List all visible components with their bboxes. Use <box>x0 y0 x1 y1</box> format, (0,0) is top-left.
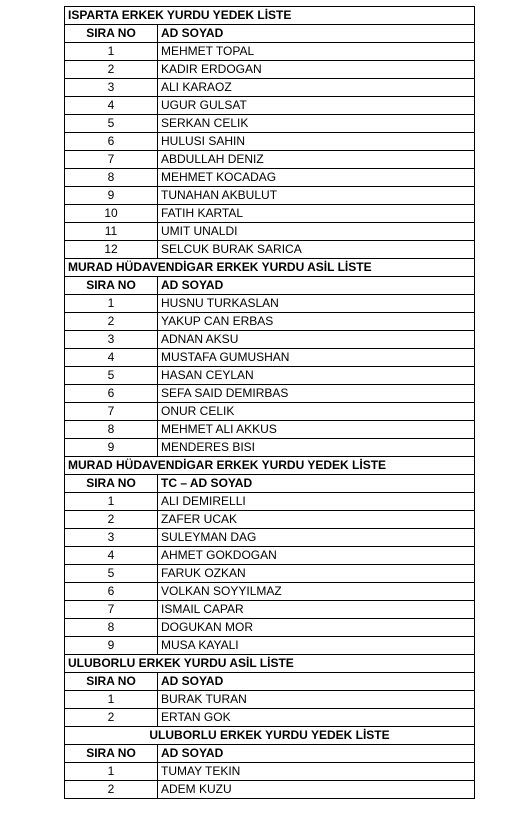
row-number: 1 <box>65 295 158 313</box>
column-header-name: AD SOYAD <box>158 277 475 295</box>
section-title-row <box>65 727 475 745</box>
row-number: 1 <box>65 43 158 61</box>
row-full-name: KADIR ERDOGAN <box>158 61 475 79</box>
row-full-name: SEFA SAID DEMIRBAS <box>158 385 475 403</box>
table-row <box>65 493 475 511</box>
row-number: 11 <box>65 223 158 241</box>
column-header-row <box>65 673 475 691</box>
column-header-name: AD SOYAD <box>158 673 475 691</box>
section-title-row <box>65 457 475 475</box>
row-full-name: ERTAN GOK <box>158 709 475 727</box>
section-title: ISPARTA ERKEK YURDU YEDEK LİSTE <box>65 7 475 25</box>
table-row <box>65 349 475 367</box>
row-number: 6 <box>65 133 158 151</box>
row-number: 8 <box>65 619 158 637</box>
row-number: 9 <box>65 637 158 655</box>
section-title: ULUBORLU ERKEK YURDU ASİL LİSTE <box>65 655 475 673</box>
table-row <box>65 421 475 439</box>
row-full-name: MUSA KAYALI <box>158 637 475 655</box>
row-full-name: ALI KARAOZ <box>158 79 475 97</box>
row-number: 6 <box>65 583 158 601</box>
row-number: 3 <box>65 79 158 97</box>
dormitory-list-table <box>64 6 475 799</box>
column-header-name: AD SOYAD <box>158 25 475 43</box>
row-full-name: TUMAY TEKIN <box>158 763 475 781</box>
row-number: 4 <box>65 97 158 115</box>
row-full-name: DOGUKAN MOR <box>158 619 475 637</box>
table-row <box>65 313 475 331</box>
row-full-name: ALI DEMIRELLI <box>158 493 475 511</box>
row-full-name: VOLKAN SOYYILMAZ <box>158 583 475 601</box>
table-row <box>65 547 475 565</box>
table-row <box>65 79 475 97</box>
row-full-name: MEHMET ALI AKKUS <box>158 421 475 439</box>
table-row <box>65 367 475 385</box>
row-full-name: ZAFER UCAK <box>158 511 475 529</box>
row-full-name: UMIT UNALDI <box>158 223 475 241</box>
section-title: ULUBORLU ERKEK YURDU YEDEK LİSTE <box>65 727 475 745</box>
row-full-name: SERKAN CELIK <box>158 115 475 133</box>
column-header-sira-no: SIRA NO <box>65 277 158 295</box>
column-header-sira-no: SIRA NO <box>65 745 158 763</box>
row-full-name: FATIH KARTAL <box>158 205 475 223</box>
row-full-name: HUSNU TURKASLAN <box>158 295 475 313</box>
table-row <box>65 115 475 133</box>
row-number: 1 <box>65 691 158 709</box>
table-row <box>65 511 475 529</box>
row-number: 3 <box>65 529 158 547</box>
table-row <box>65 763 475 781</box>
table-row <box>65 385 475 403</box>
row-full-name: UGUR GULSAT <box>158 97 475 115</box>
row-number: 5 <box>65 115 158 133</box>
row-number: 2 <box>65 313 158 331</box>
row-full-name: MEHMET TOPAL <box>158 43 475 61</box>
row-number: 1 <box>65 493 158 511</box>
column-header-sira-no: SIRA NO <box>65 475 158 493</box>
table-row <box>65 241 475 259</box>
table-row <box>65 439 475 457</box>
column-header-row <box>65 25 475 43</box>
table-row <box>65 223 475 241</box>
row-full-name: SELCUK BURAK SARICA <box>158 241 475 259</box>
dormitory-list-body <box>65 7 475 799</box>
table-row <box>65 133 475 151</box>
row-number: 6 <box>65 385 158 403</box>
table-row <box>65 97 475 115</box>
column-header-row <box>65 277 475 295</box>
table-row <box>65 403 475 421</box>
table-row <box>65 619 475 637</box>
column-header-sira-no: SIRA NO <box>65 673 158 691</box>
row-number: 8 <box>65 169 158 187</box>
table-row <box>65 151 475 169</box>
row-full-name: ADNAN AKSU <box>158 331 475 349</box>
row-full-name: MENDERES BISI <box>158 439 475 457</box>
row-number: 2 <box>65 511 158 529</box>
table-row <box>65 187 475 205</box>
table-row <box>65 169 475 187</box>
row-full-name: ONUR CELIK <box>158 403 475 421</box>
row-full-name: HASAN CEYLAN <box>158 367 475 385</box>
row-number: 10 <box>65 205 158 223</box>
row-full-name: YAKUP CAN ERBAS <box>158 313 475 331</box>
row-number: 1 <box>65 763 158 781</box>
row-number: 4 <box>65 349 158 367</box>
row-full-name: AHMET GOKDOGAN <box>158 547 475 565</box>
row-full-name: TUNAHAN AKBULUT <box>158 187 475 205</box>
row-number: 2 <box>65 709 158 727</box>
table-row <box>65 691 475 709</box>
column-header-row <box>65 475 475 493</box>
section-title: MURAD HÜDAVENDİGAR ERKEK YURDU YEDEK LİSTE <box>65 457 475 475</box>
row-full-name: ADEM KUZU <box>158 781 475 799</box>
row-full-name: MEHMET KOCADAG <box>158 169 475 187</box>
column-header-name: AD SOYAD <box>158 745 475 763</box>
row-number: 12 <box>65 241 158 259</box>
row-number: 9 <box>65 439 158 457</box>
section-title: MURAD HÜDAVENDİGAR ERKEK YURDU ASİL LİSTE <box>65 259 475 277</box>
row-full-name: BURAK TURAN <box>158 691 475 709</box>
table-row <box>65 637 475 655</box>
row-full-name: HULUSI SAHIN <box>158 133 475 151</box>
row-number: 7 <box>65 403 158 421</box>
row-number: 5 <box>65 565 158 583</box>
row-full-name: ISMAIL CAPAR <box>158 601 475 619</box>
row-full-name: SULEYMAN DAG <box>158 529 475 547</box>
table-row <box>65 583 475 601</box>
section-title-row <box>65 7 475 25</box>
row-full-name: ABDULLAH DENIZ <box>158 151 475 169</box>
table-row <box>65 565 475 583</box>
row-number: 4 <box>65 547 158 565</box>
row-number: 2 <box>65 781 158 799</box>
column-header-sira-no: SIRA NO <box>65 25 158 43</box>
table-row <box>65 601 475 619</box>
table-row <box>65 529 475 547</box>
row-number: 7 <box>65 601 158 619</box>
row-number: 5 <box>65 367 158 385</box>
table-row <box>65 295 475 313</box>
table-row <box>65 43 475 61</box>
row-full-name: MUSTAFA GUMUSHAN <box>158 349 475 367</box>
table-row <box>65 61 475 79</box>
row-number: 2 <box>65 61 158 79</box>
section-title-row <box>65 259 475 277</box>
row-full-name: FARUK OZKAN <box>158 565 475 583</box>
table-row <box>65 709 475 727</box>
row-number: 9 <box>65 187 158 205</box>
row-number: 3 <box>65 331 158 349</box>
row-number: 7 <box>65 151 158 169</box>
column-header-name: TC – AD SOYAD <box>158 475 475 493</box>
table-row <box>65 781 475 799</box>
table-row <box>65 331 475 349</box>
table-row <box>65 205 475 223</box>
section-title-row <box>65 655 475 673</box>
row-number: 8 <box>65 421 158 439</box>
column-header-row <box>65 745 475 763</box>
